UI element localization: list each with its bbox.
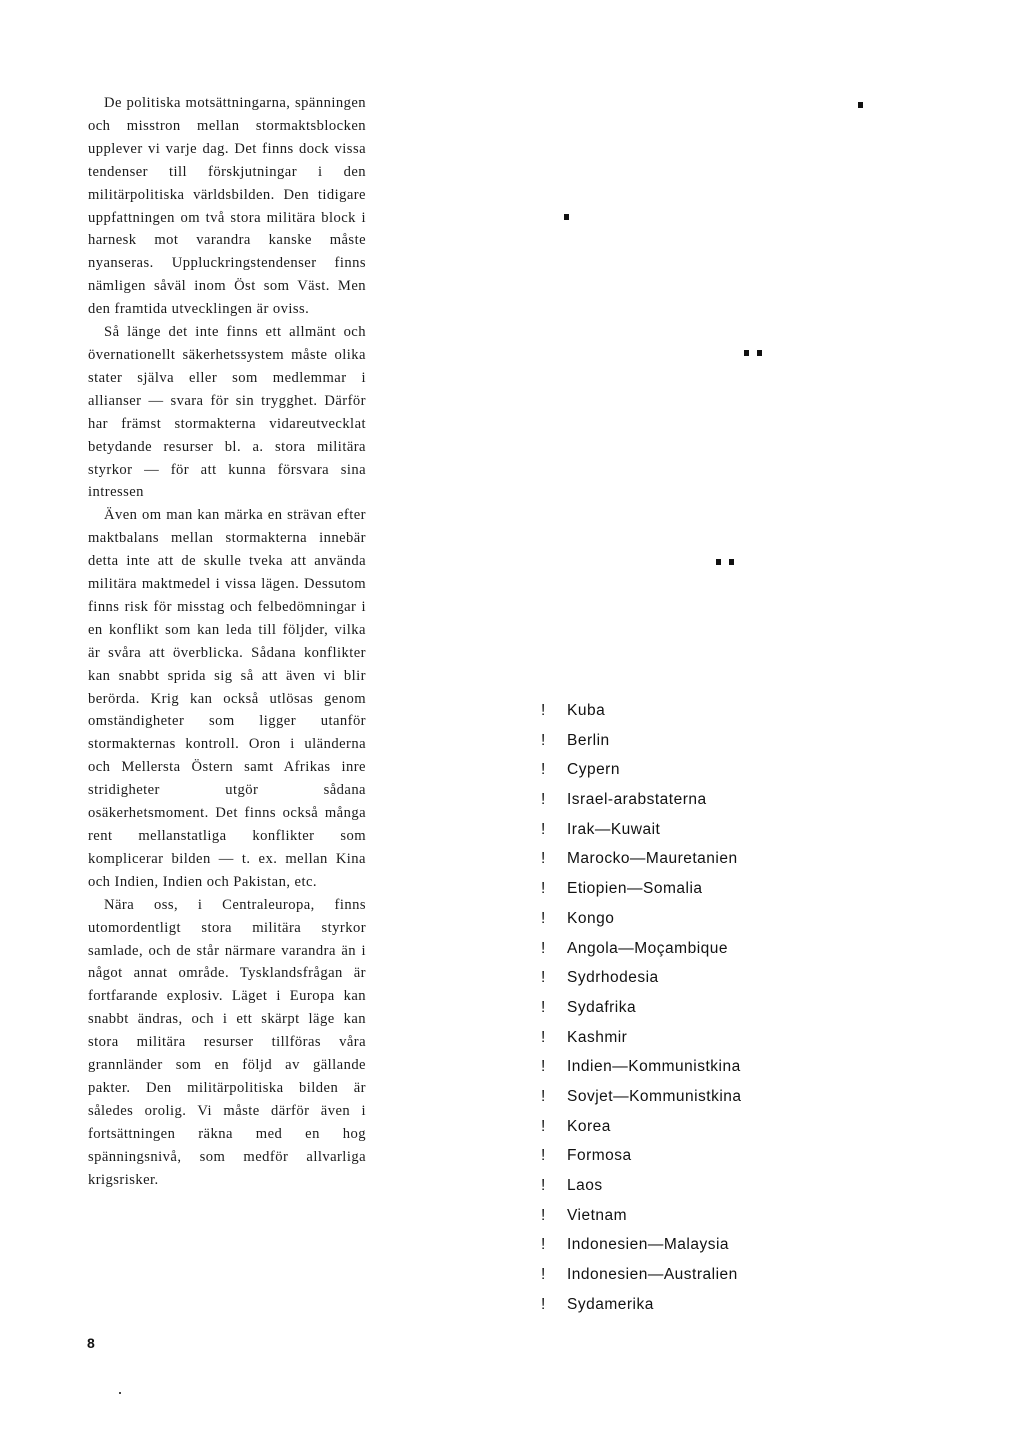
list-item-label: Indonesien—Malaysia bbox=[567, 1236, 730, 1254]
list-marker: ! bbox=[541, 1117, 546, 1135]
list-item-label: Formosa bbox=[567, 1147, 632, 1165]
list-item-label: Irak—Kuwait bbox=[567, 820, 661, 838]
list-item-label: Angola—Moçambique bbox=[567, 939, 729, 957]
list-item-label: Kashmir bbox=[567, 1028, 628, 1046]
map-dot bbox=[858, 102, 863, 108]
list-item-label: Sydamerika bbox=[567, 1295, 654, 1313]
paragraph: Även om man kan märka en strävan efter maktbalans mellan stormakterna innebär detta inte att de skulle tveka att använda militära maktmedel i vissa lägen. Dessutom finns risk för misstag och felbedömningar i en konflikt som kan leda till följder, vilka är svåra att överblicka. Sådana konflikter kan snabbt sprida sig så att även vi blir berörda. Krig kan också utlösas genom omständigheter som ligger utanför stormakternas kontroll. Oron i uländerna och Mellersta Östern samt Afrikas inre stridigheter utgör sådana osäkerhetsmoment. Det finns också många rent mellanstatliga konflikter som komplicerar bilden — t. ex. mellan Kina och Indien, Indien och Pakistan, etc. bbox=[88, 507, 366, 890]
list-item-label: Israel-arabstaterna bbox=[567, 791, 707, 809]
list-item-label: Korea bbox=[567, 1117, 611, 1135]
list-item-label: Kuba bbox=[567, 702, 606, 719]
list-marker: ! bbox=[541, 731, 546, 749]
list-item-label: Berlin bbox=[567, 731, 610, 749]
list-item-label: Indien—Kommunistkina bbox=[567, 1058, 741, 1076]
page-number: 8 bbox=[87, 1335, 95, 1351]
list-item-label: Sydafrika bbox=[567, 998, 637, 1016]
print-speck bbox=[119, 1392, 121, 1394]
list-marker: ! bbox=[541, 880, 546, 898]
list-marker: ! bbox=[541, 820, 546, 838]
map-dot bbox=[716, 559, 721, 565]
list-marker: ! bbox=[541, 761, 546, 779]
list-item-label: Cypern bbox=[567, 761, 620, 779]
list-item bbox=[541, 1230, 742, 1260]
list-item bbox=[541, 904, 742, 934]
list-item-label: Indonesien—Australien bbox=[567, 1266, 738, 1284]
list-item bbox=[541, 844, 742, 874]
list-item-label: Laos bbox=[567, 1177, 603, 1194]
paragraph: Nära oss, i Centraleuropa, finns utomordentligt stora militära styrkor samlade, och de står närmare varandra än i något annat område. Tysklandsfrågan är fortfarande explosiv. Läget i Europa kan snabbt ändras, och i ett skärpt läge kan stora militära resurser tillföras våra grannländer som en följd av gällande pakter. Den militärpolitiska bilden är således orolig. Vi måste därför även i fortsättningen räkna med en hog spänningsnivå, som medför allvarliga krigsrisker. bbox=[88, 896, 366, 1188]
list-marker: ! bbox=[541, 909, 546, 927]
list-item bbox=[541, 1201, 742, 1231]
list-marker: ! bbox=[541, 1058, 546, 1076]
list-item-label: Sydrhodesia bbox=[567, 969, 659, 987]
list-item bbox=[541, 1112, 742, 1142]
list-marker: ! bbox=[541, 969, 546, 987]
list-marker: ! bbox=[541, 1295, 546, 1313]
list-marker: ! bbox=[541, 1236, 546, 1254]
list-item bbox=[541, 1023, 742, 1053]
list-item bbox=[541, 815, 742, 845]
list-marker: ! bbox=[541, 998, 546, 1016]
map-dot bbox=[564, 214, 569, 220]
list-item-label: Vietnam bbox=[567, 1206, 628, 1224]
conflict-list bbox=[541, 696, 742, 1319]
list-marker: ! bbox=[541, 702, 546, 719]
list-item-label: Kongo bbox=[567, 909, 615, 927]
list-marker: ! bbox=[541, 1206, 546, 1224]
list-item-label: Etiopien—Somalia bbox=[567, 880, 703, 898]
paragraph: Så länge det inte finns ett allmänt och övernationellt säkerhetssystem måste olika stater själva eller som medlemmar i allianser — svara för sin trygghet. Därför har främst stormakterna vidareutvecklat betydande resurser bl. a. stora militära styrkor — för att kunna försvara sina intressen bbox=[88, 324, 366, 501]
list-item bbox=[541, 785, 742, 815]
list-marker: ! bbox=[541, 1177, 546, 1194]
list-item-label: Marocko—Mauretanien bbox=[567, 850, 738, 868]
list-item bbox=[541, 1082, 742, 1112]
list-marker: ! bbox=[541, 1028, 546, 1046]
article-body bbox=[88, 92, 366, 1192]
map-dot bbox=[744, 350, 749, 356]
list-marker: ! bbox=[541, 939, 546, 957]
list-item bbox=[541, 1260, 742, 1290]
list-item bbox=[541, 1290, 742, 1320]
list-marker: ! bbox=[541, 1266, 546, 1284]
list-item bbox=[541, 726, 742, 756]
paragraph: De politiska motsättningarna, spänningen och misstron mellan stormaktsblocken upplever vi varje dag. Det finns dock vissa tendenser till förskjutningar i den militärpolitiska världsbilden. Den tidigare uppfattningen om två stora militära block i harnesk mot varandra kanske måste nyanseras. Uppluckringstendenser finns nämligen såväl inom Öst som Väst. Men den framtida utvecklingen är oviss. bbox=[88, 95, 366, 318]
list-marker: ! bbox=[541, 1147, 546, 1165]
list-marker: ! bbox=[541, 791, 546, 809]
list-item bbox=[541, 1171, 742, 1201]
list-item bbox=[541, 1052, 742, 1082]
list-item bbox=[541, 993, 742, 1023]
map-dot bbox=[729, 559, 734, 565]
list-item bbox=[541, 696, 742, 726]
list-marker: ! bbox=[541, 1087, 546, 1105]
list-marker: ! bbox=[541, 850, 546, 868]
list-item bbox=[541, 755, 742, 785]
list-item bbox=[541, 874, 742, 904]
list-item-label: Sovjet—Kommunistkina bbox=[567, 1087, 742, 1105]
list-item bbox=[541, 963, 742, 993]
list-item bbox=[541, 1141, 742, 1171]
list-item bbox=[541, 934, 742, 964]
map-dot bbox=[757, 350, 762, 356]
